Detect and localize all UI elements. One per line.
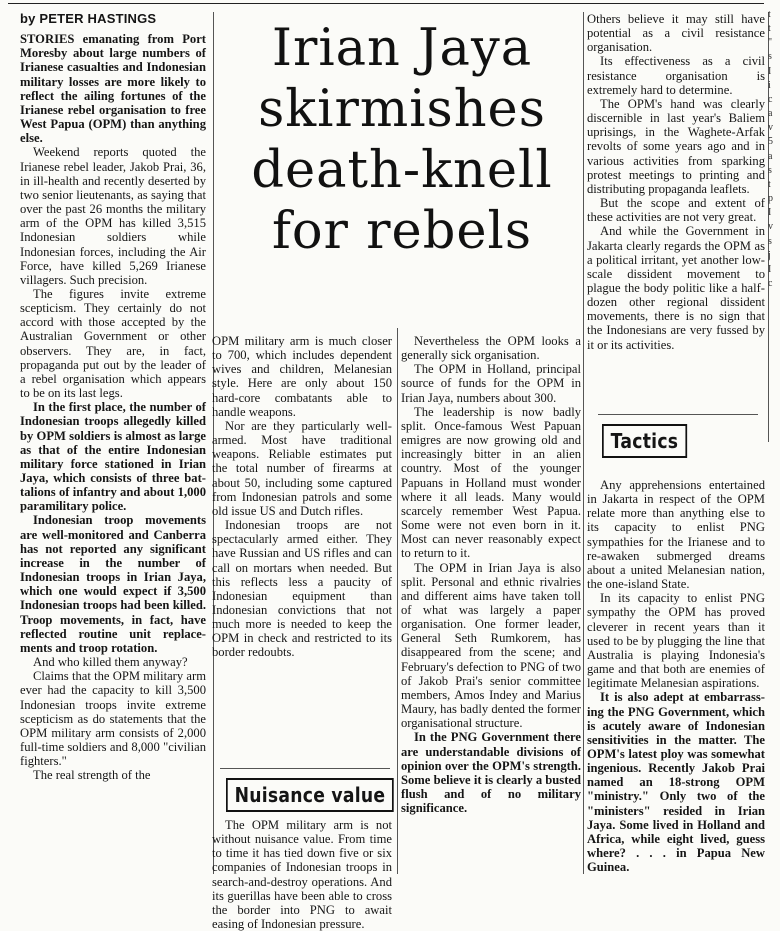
article-column-4-continued [587,478,765,874]
edge-glyph: 5 [768,136,773,148]
paragraph: Weekend reports quoted the Irianese rebel leader, Jakob Prai, 36, in ill-health and recently deserted by two senior lieutenants, as saying that over the past 26 months the military arm of the OPM has killed 3,515 Indonesian soldiers while Indonesian forces, including the Air Force, have killed 5,269 Irianese villagers. Such precision. [20,145,206,287]
headline [222,18,582,262]
lead-paragraph: STORIES emanating from Port Moresby about large numbers of Irianese casualties and Indonesian military losses are more likely to reflect the ailing fortunes of the Irianese rebel organisation to free West Papua (OPM) than anything else. [20,32,206,146]
paragraph: The leadership is now badly split. Once-famous West Papuan emigres are now growing old and increasingly bitter in an alien country. Most of the younger Papuans in Holland must wonder where it all leads. Many would scarcely remember West Papua. Some were not even born in it. Most can never reasonably expect to return to it. [401,404,581,561]
article-column-3 [401,334,581,815]
top-rule [8,3,764,4]
edge-glyph: v [768,221,773,233]
edge-glyph: i [768,79,771,91]
column-divider [583,12,584,874]
edge-glyph: s [768,164,772,176]
edge-glyph: j [768,249,771,261]
paragraph: The OPM in Irian Jaya is also split. Personal and ethnic rivalries and different aims have taken toll of what was largely a paper organisation. One former leader, General Seth Rumkorem, has disappeared from the scene; and February's defection to PNG of two of Jakob Prai's senior committee members, Amos Indey and Marius Maury, has badly dented the former organisational structure. [401,560,581,731]
headline-line: death-knell [251,141,553,200]
paragraph: And while the Government in Jakarta clearly regards the OPM as a political irritant, yet another low-scale dissident movement to plague the body politic like a half-dozen other regional dissident movements, there is no sign that the Indonesians are very fussed by it or its activities. [587,224,765,352]
edge-glyph: I [768,207,772,219]
paragraph: Claims that the OPM military arm ever had the capacity to kill 3,500 Indonesian troops invite extreme scepticism as do statements that the OPM military arm consists of 2,000 full-time soldiers and 8,000 "civilian fighters." [20,669,206,769]
paragraph: Nevertheless the OPM looks a generally sick organisation. [401,334,581,363]
edge-glyph: t [768,178,771,190]
article-column-1 [20,12,206,782]
article-column-2 [212,334,392,660]
paragraph: In its capacity to enlist PNG sympathy the OPM has proved cleverer in recent years than it used to be by plugging the line that Australia is playing Indonesia's game and that both are enemies of legitimate Melanesian aspirations. [587,591,765,691]
paragraph: And who killed them anyway? [33,655,188,670]
headline-line: skirmishes [258,80,546,139]
edge-glyph: s [768,51,772,63]
paragraph: The real strength of the [33,768,151,783]
paragraph: The OPM in Holland, principal source of funds for the OPM in Irian Jaya, numbers about 300. [401,362,581,405]
section-rule [598,414,758,415]
edge-glyph: a [768,108,773,120]
edge-glyph: s [768,235,772,247]
paragraph: Any apprehensions entertained in Jakarta in respect of the OPM relate more than anything else to its capacity to enlist PNG sympathies for the Irianese and to re-awaken submerged dreams about a united Melanesian nation, the one-island State. [587,478,765,592]
edge-glyph: v [768,122,773,134]
edge-glyph: c [768,277,773,289]
subhead-tactics: Tactics [602,424,687,458]
paragraph: Indonesian troops are not spectacularly armed either. They have Russian and US rifles and can call on mortars when needed. But this reflects less a paucity of Indonesian equipment than Indonesian convictions that not much more is needed to keep the OPM in check and restricted to its border redoubts. [212,518,392,660]
paragraph: Indonesian troop movements are well-monitored and Canberra has not reported any significant increase in the number of Indonesian troops in Irian Jaya, which one would expect if 3,500 Indonesian troops had been killed. Troop movements, in fact, have reflected routine unit replacements and troop rotation. [20,513,206,655]
article-column-2-continued [212,818,392,931]
edge-glyph: t [768,9,771,20]
subhead-nuisance-value: Nuisance value [226,778,394,812]
edge-glyph: t [768,23,771,35]
paragraph: In the PNG Government there are understandable divisions of opinion over the OPM's strength. Some believe it is clearly a busted flush and of no military significance. [401,730,581,816]
paragraph: But the scope and extent of these activities are not very great. [587,196,765,225]
paragraph: Its effectiveness as a civil resistance organisation is extremely hard to determine. [587,54,765,97]
paragraph: Nor are they particularly well-armed. Most have traditional weapons. Reliable estimates put the total number of firearms at about 50, including some captured from Indonesian patrols and some old issue US and Dutch rifles. [212,418,392,518]
edge-glyph: c [768,93,773,105]
edge-glyph: a [768,150,773,162]
adjacent-column-fragments [768,8,780,438]
paragraph: The OPM military arm is not without nuisance value. From time to time it has tied down five or six companies of Indonesian troops in search-and-destroy operations. And its guerillas have been able to cross the border into PNG to await easing of Indonesian pressure. [212,818,392,931]
edge-glyph: I [768,65,772,77]
edge-glyph: I [768,263,772,275]
paragraph: It is also adept at embarrassing the PNG Government, which is acutely aware of Indonesian sensitivities in the matter. The OPM's latest ploy was somewhat ingenious. Recently Jakob Prai named an 18-strong OPM "ministry." Only two of the "ministers" resided in Irian Jaya. Some lived in Holland and Africa, while eight lived, guess where? . . . in Papua New Guinea. [587,690,765,875]
article-column-4 [587,12,765,352]
edge-glyph: p [768,193,773,205]
byline: by PETER HASTINGS [20,11,157,26]
paragraph: In the first place, the number of Indonesian troops allegedly killed by OPM soldiers is almost as large as that of the entire Indonesian military force stationed in Irian Jaya, which consists of three battalions of infantry and about 1,000 paramilitary police. [20,400,206,514]
headline-line: for rebels [271,202,533,261]
paragraph: OPM military arm is much closer to 700, which includes dependent wives and children, Melanesian style. Here are only about 150 hard-core combatants able to handle weapons. [212,334,392,419]
headline-line: Irian Jaya [271,19,533,78]
paragraph: Others believe it may still have potential as a civil resistance organisation. [587,12,765,55]
edge-glyph: " [768,37,773,49]
column-divider [397,328,398,874]
section-rule [220,768,390,769]
paragraph: The OPM's hand was clearly discernible in last year's Baliem uprisings, in the Waghete-Arfak revolts of some years ago and in various activities from sparking protest meetings to printing and distributing propaganda leaflets. [587,96,765,196]
paragraph: The figures invite extreme scepticism. They certainly do not accord with those accepted by the Australian Government or other observers. They are, in fact, propaganda put out by the leader of a rebel organisation which appears to be on its last legs. [20,286,206,401]
